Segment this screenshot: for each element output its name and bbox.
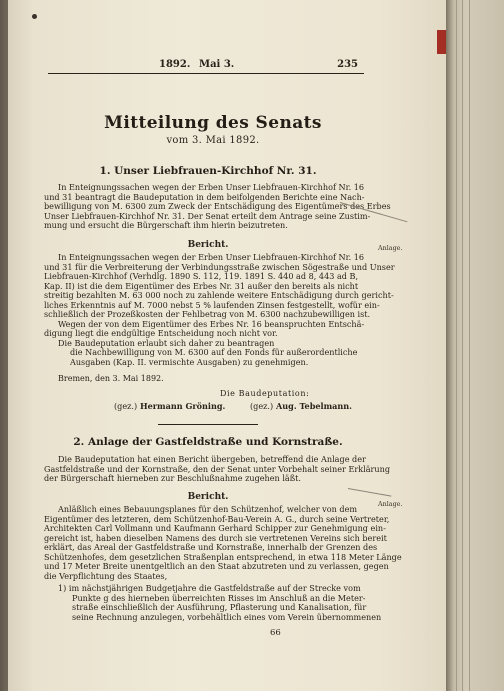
text-line: In Enteignungssachen wegen der Erben Unser Liebfrauen-Kirchhof Nr. 16 [58, 182, 365, 192]
page-tab-marker [437, 30, 446, 54]
text-line: erklärt, das Areal der Gastfeldstraße und Kornstraße, innerhalb der Grenzen des [44, 542, 378, 553]
section-2-intro [44, 454, 391, 484]
page-stack-edge [446, 0, 504, 691]
text-line: schließlich der Prozeßkosten der Fehlbetrag von M. 6300 nachzubewilligen ist. [44, 309, 371, 320]
text-line: Wegen der von dem Eigentümer des Erbes Nr. 16 beanspruchten Entschä- [58, 318, 365, 329]
text-line: bewilligung von M. 6300 zum Zweck der Entschädigung des Eigentümers des Erbes [44, 201, 391, 212]
authority-label: Die Baudeputation: [220, 389, 310, 398]
signature-line [44, 401, 364, 413]
text-line: In Enteignungssachen wegen der Erben Unser Liebfrauen-Kirchhof Nr. 16 [58, 252, 365, 262]
section-2-item-1 [58, 583, 382, 622]
signature-2-name: Aug. Tebelmann. [276, 401, 352, 411]
text-line: 1) im nächstjährigen Budgetjahre die Gastfeldstraße auf der Strecke vom [58, 583, 361, 593]
header-rule [48, 73, 364, 74]
text-line: Die Baudeputation erlaubt sich daher zu beantragen [58, 337, 275, 348]
section-2-report-heading: Bericht. [187, 492, 229, 502]
text-line: gereicht ist, haben dieselben Namens des durch sie vertretenen Vereins sich bereit [44, 532, 387, 543]
section-1-report-heading: Bericht. [187, 240, 229, 250]
text-line: und 31 beantragt die Baudeputation in dem beifolgenden Berichte eine Nach- [44, 191, 365, 202]
text-line: Ausgaben (Kap. II. vermischte Ausgaben) zu genehmigen. [70, 357, 309, 368]
place-date: Bremen, den 3. Mai 1892. [58, 374, 164, 383]
header-page-number: 235 [337, 59, 358, 70]
text-line: die Nachbewilligung von M. 6300 auf den Fonds für außerordentliche [70, 347, 358, 358]
text-line: seine Rechnung anzulegen, vorbehältlich eines vom Verein übernommenen [72, 611, 382, 622]
text-line: Anläßlich eines Bebauungsplanes für den Schützenhof, welcher von dem [58, 504, 358, 514]
text-line: Die Baudeputation hat einen Bericht übergeben, betreffend die Anlage der [58, 454, 366, 464]
text-line: und 31 für die Verbreiterung der Verbindungsstraße zwischen Sögestraße und Unser [44, 261, 395, 272]
text-line: Punkte g des hierneben überreichten Risses im Anschluß an die Meter- [72, 592, 366, 603]
section-2-margin-note: Anlage. [378, 500, 403, 508]
edge-line [456, 0, 457, 691]
text-line: Liebfrauen-Kirchhof (Verhdlg. 1890 S. 112, 119. 1891 S. 440 ad 8, 443 ad B, [44, 271, 359, 282]
text-line: Architekten Carl Vollmann und Kaufmann Gerhard Schipper zur Genehmigung ein- [44, 523, 386, 534]
text-line: Schützenhofes, dem gesetzlichen Straßenplan entsprechend, in etwa 118 Meter Länge [44, 551, 402, 562]
text-line: Unser Liebfrauen-Kirchhof Nr. 31. Der Senat erteilt dem Antrage seine Zustim- [44, 210, 371, 221]
document-subtitle: vom 3. Mai 1892. [166, 135, 260, 146]
text-line: der Bürgerschaft hierneben zur Beschlußnahme zugehen läßt. [44, 473, 301, 484]
section-2-report [44, 504, 402, 581]
text-line: die Verpflichtung des Staates, [44, 570, 168, 581]
header-year: 1892. [159, 59, 191, 70]
ink-spot [32, 14, 37, 19]
footer-page-number: 66 [270, 628, 281, 638]
text-line: mung und ersucht die Bürgerschaft ihm hierin beizutreten. [44, 220, 288, 231]
text-line: Kap. II) ist die dem Eigentümer des Erbes Nr. 31 außer den bereits als nicht [44, 280, 359, 291]
header-date: Mai 3. [199, 59, 235, 70]
section-1-heading: 1. Unser Liebfrauen-Kirchhof Nr. 31. [99, 165, 317, 177]
section-1-report [44, 252, 395, 368]
edge-line [462, 0, 463, 691]
text-line: digung liegt die endgültige Entscheidung noch nicht vor. [44, 328, 278, 339]
running-header [74, 58, 358, 72]
document-title: Mitteilung des Senats [104, 113, 322, 133]
text-line: und 17 Meter Breite unentgeltlich an den Staat abzutreten und zu verlassen, gegen [44, 561, 389, 572]
signature-1-prefix: (gez.) [114, 401, 138, 411]
edge-line [469, 0, 470, 691]
text-line: Eigentümer des letzteren, dem Schützenhof-Bau-Verein A. G., durch seine Vertreter, [44, 513, 390, 524]
text-line: liches Erkenntnis auf M. 7000 nebst 5 % laufenden Zinsen festgestellt, wofür ein- [44, 299, 380, 310]
book-page [8, 0, 446, 691]
text-line: streitig bezahlten M. 63 000 noch zu zahlende weitere Entschädigung durch gericht- [44, 290, 394, 301]
section-1-intro [44, 182, 391, 231]
text-line: Gastfeldstraße und der Kornstraße, den der Senat unter Vorbehalt seiner Erklärung [44, 463, 391, 474]
signature-2-prefix: (gez.) [250, 401, 274, 411]
section-divider [158, 424, 258, 425]
section-2-heading: 2. Anlage der Gastfeldstraße und Kornstraße. [73, 436, 343, 448]
signature-1-name: Hermann Gröning. [140, 401, 226, 411]
section-1-margin-note: Anlage. [378, 244, 403, 252]
text-line: straße einschließlich der Ausführung, Pflasterung und Kanalisation, für [72, 602, 367, 613]
